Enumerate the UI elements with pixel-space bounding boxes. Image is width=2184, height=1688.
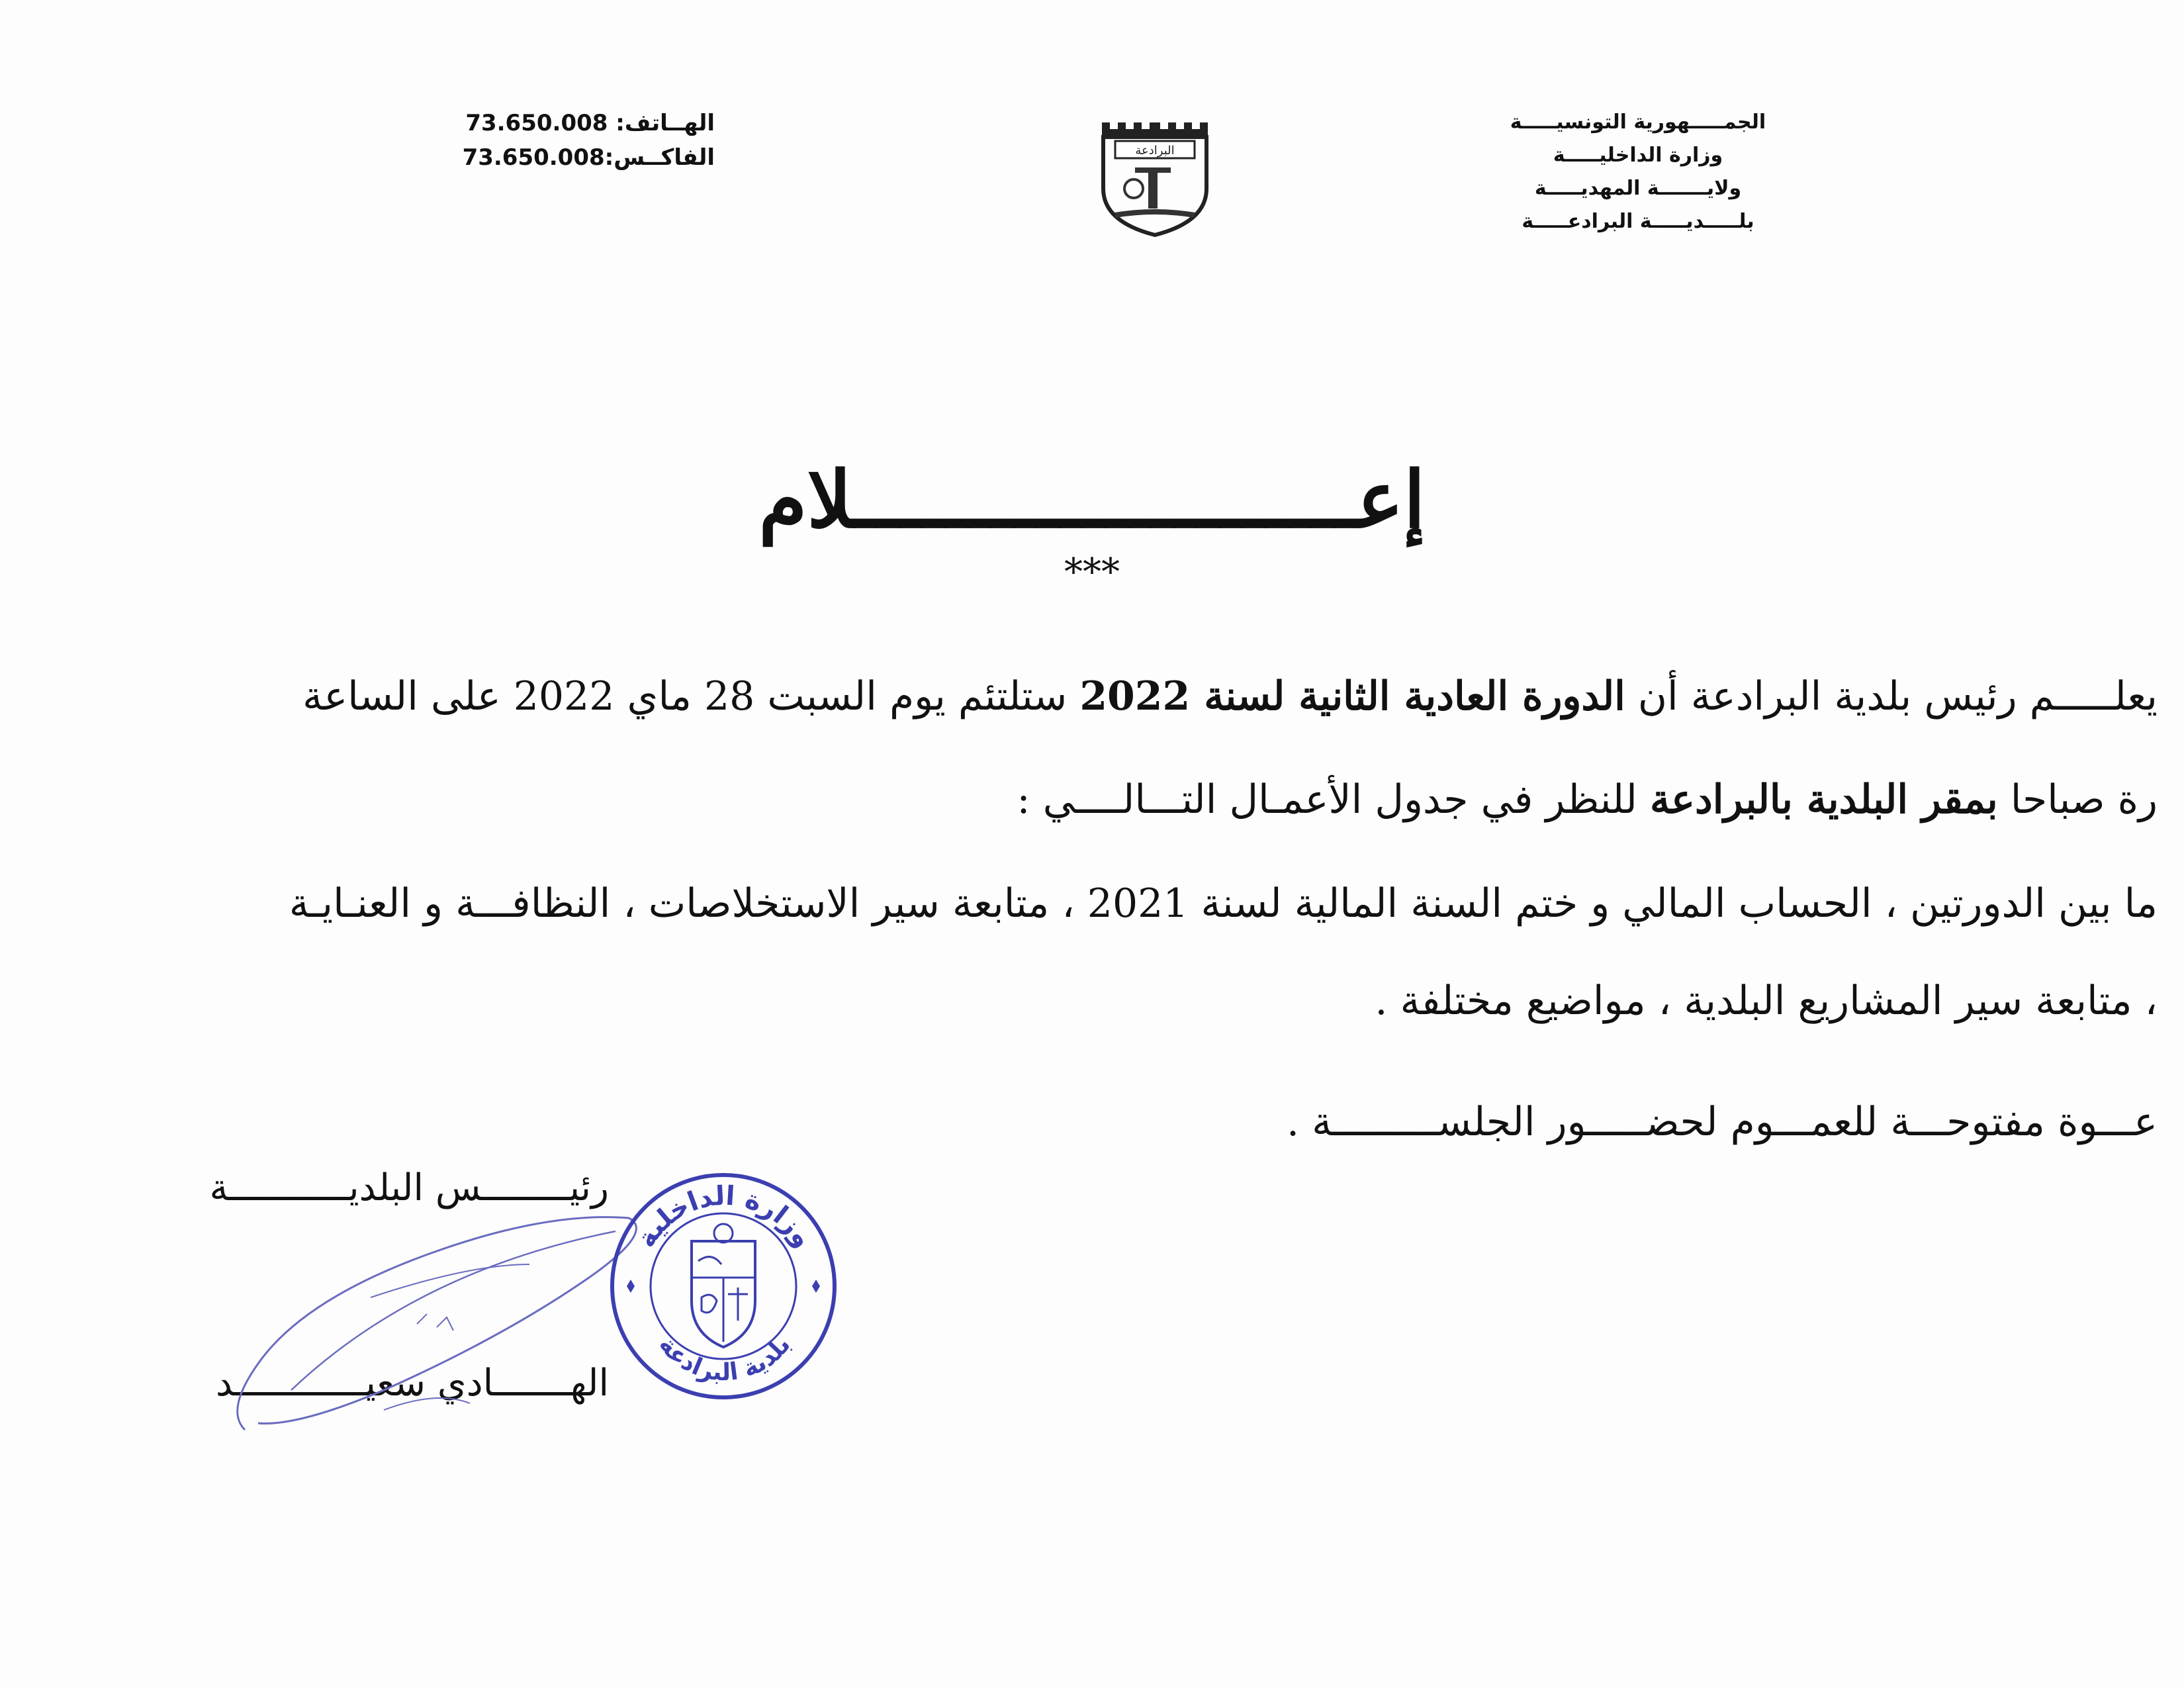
signatory-role: رئيــــــــس البلديـــــــــــة — [209, 1166, 609, 1209]
logo-text: البرادعة — [1135, 144, 1175, 158]
fax-number: 73.650.008 — [462, 144, 605, 171]
letterhead-authority — [1453, 106, 1823, 238]
phone-label: الهــاتف: — [615, 110, 715, 136]
official-stamp — [606, 1168, 841, 1403]
body-line-5: عـــوة مفتوحـــة للعمـــوم لحضـــــور الجلســـــــــة . — [1287, 1099, 2158, 1145]
session-name: الدورة العادية الثانية لسنة 2022 — [1079, 673, 1625, 720]
body-line-2 — [1017, 773, 2158, 826]
notice-title: إعــــــــــــــــــــــلام — [758, 453, 1426, 545]
venue-name: بمقر البلدية بالبرادعة — [1650, 776, 1998, 823]
stamp-bottom-text: بلدية البرادعة — [653, 1331, 796, 1387]
body-line-1 — [302, 670, 2158, 723]
stamp-top-text: وزارة الداخلية — [631, 1180, 819, 1253]
body-text: يعلـــــم رئيس بلدية البرادعة أن — [1625, 673, 2158, 720]
contact-info — [450, 106, 715, 175]
body-line-4: ، متابعة سير المشاريع البلدية ، مواضيع مختلفة . — [1375, 978, 2158, 1024]
fax-row — [450, 140, 715, 175]
title-stars: *** — [1064, 551, 1120, 594]
phone-row — [450, 106, 715, 140]
governorate-name: ولايـــــــة المهديـــــة — [1534, 177, 1742, 200]
body-line-3: ما بين الدورتين ، الحساب المالي و ختم السنة المالية لسنة 2021 ، متابعة سير الاستخلاصات ، النظافـــة و العنـايـة — [289, 880, 2158, 927]
municipality-name: بلـــــديـــــة البرادعـــــة — [1522, 210, 1754, 233]
handwritten-signature — [215, 1192, 668, 1443]
fax-label: الفاكــس: — [604, 144, 715, 171]
ministry-name: وزارة الداخليـــــة — [1553, 144, 1723, 167]
body-text: ستلتئم يوم السبت 28 ماي 2022 على الساعة — [302, 673, 1080, 720]
body-text: رة صباحا — [1997, 776, 2158, 823]
signatory-name: الهـــــــادي سعيــــــــــــد — [215, 1362, 609, 1405]
body-text: للنظر في جدول الأعمـال التـــالــــي : — [1017, 776, 1650, 823]
phone-number: 73.650.008 — [465, 110, 608, 136]
republic-name: الجمـــــهورية التونسيـــــة — [1510, 111, 1766, 134]
municipality-logo — [1095, 109, 1214, 238]
